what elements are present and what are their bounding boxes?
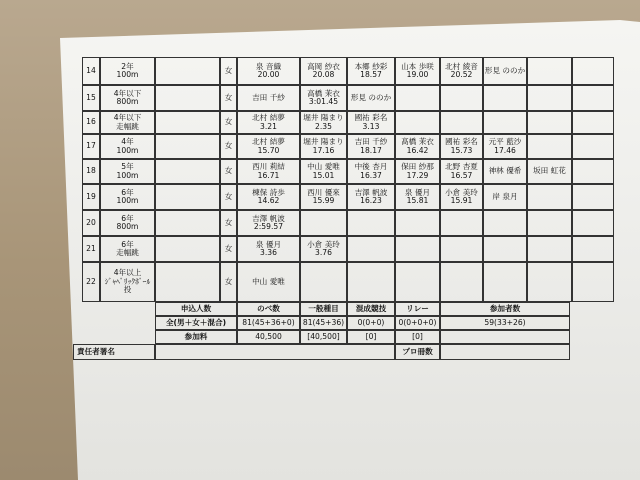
athlete-entry-text: 中山 愛唯 bbox=[252, 276, 285, 286]
relay-label bbox=[395, 302, 440, 316]
athlete-entry-text: 小倉 美玲 bbox=[445, 187, 478, 197]
athlete-entry-text: 國祐 彩名 bbox=[445, 137, 478, 146]
athlete-entry-text: 16.23 bbox=[360, 196, 382, 205]
sex-cell bbox=[220, 184, 237, 210]
fee-total-text: 40,500 bbox=[255, 331, 282, 341]
athlete-entry bbox=[440, 85, 483, 111]
fee-relay-text: [0] bbox=[412, 331, 423, 341]
athlete-entry bbox=[300, 111, 347, 134]
athlete-entry-text: 泉 優月 bbox=[255, 239, 282, 249]
athlete-entry-text: 北村 結夢 bbox=[252, 137, 285, 146]
athlete-entry bbox=[347, 111, 395, 134]
combined-label bbox=[347, 302, 395, 316]
event-name-text: 4年以下 bbox=[113, 88, 142, 98]
event-number-text: 21 bbox=[86, 243, 96, 253]
fee-relay bbox=[395, 330, 440, 344]
athlete-entry-text: 保田 紗那 bbox=[401, 162, 434, 171]
fee-blank bbox=[440, 330, 570, 344]
athlete-entry-text: 坂田 虹花 bbox=[533, 166, 566, 176]
event-name-text: 投 bbox=[123, 285, 132, 295]
event-number bbox=[82, 111, 100, 134]
all-label bbox=[155, 316, 237, 330]
athlete-entry-text: 3.36 bbox=[260, 248, 277, 257]
athlete-entry-text: 16.37 bbox=[360, 170, 382, 180]
relay-label-text: リレー bbox=[406, 303, 429, 313]
fee-combined-text: [0] bbox=[365, 331, 377, 341]
event-number-text: 16 bbox=[86, 117, 96, 127]
athlete-entry-text: 元平 藍沙 bbox=[488, 137, 522, 146]
athlete-entry bbox=[395, 134, 440, 159]
athlete-entry bbox=[572, 57, 614, 85]
athlete-entry bbox=[440, 57, 483, 85]
athlete-entry bbox=[237, 184, 300, 210]
athlete-entry bbox=[237, 111, 300, 134]
blank-cell bbox=[155, 159, 220, 184]
athlete-entry-text: 北村 綾音 bbox=[445, 61, 478, 71]
athlete-entry-text: 15.99 bbox=[312, 196, 335, 205]
combined-value bbox=[347, 316, 395, 330]
event-number bbox=[82, 262, 100, 302]
sex-cell-text: 女 bbox=[224, 166, 233, 176]
athlete-entry-text: 高岡 紗衣 bbox=[307, 61, 340, 71]
sex-cell bbox=[220, 159, 237, 184]
event-name-text: 800m bbox=[116, 97, 139, 106]
athlete-entry-text: 小倉 美玲 bbox=[307, 239, 340, 249]
responsible-label-text: 責任者署名 bbox=[77, 346, 115, 356]
sex-cell-text: 女 bbox=[224, 191, 233, 201]
athlete-entry-text: 18.17 bbox=[360, 145, 382, 155]
fee-general-text: [40,500] bbox=[307, 331, 340, 341]
event-name-text: 走幅跳 bbox=[116, 248, 139, 257]
athlete-entry bbox=[347, 134, 395, 159]
athlete-entry-text: 北野 杏夏 bbox=[445, 162, 478, 171]
program-label bbox=[395, 344, 440, 360]
athlete-entry-text: 岸 泉月 bbox=[492, 191, 518, 201]
event-name-text: 100m bbox=[116, 170, 139, 180]
event-name-text: 4年 bbox=[121, 137, 134, 146]
athlete-entry bbox=[395, 57, 440, 85]
participants-value-text: 59(33+26) bbox=[484, 317, 526, 327]
general-label-text: 一般種目 bbox=[308, 303, 339, 313]
athlete-entry-text: 15.70 bbox=[257, 145, 280, 155]
athlete-entry bbox=[483, 159, 527, 184]
athlete-entry bbox=[527, 57, 572, 85]
athlete-entry bbox=[483, 57, 527, 85]
athlete-entry-text: 神林 優希 bbox=[488, 166, 522, 176]
athlete-entry-text: 西川 優來 bbox=[307, 187, 340, 197]
athlete-entry-text: 16.71 bbox=[257, 170, 280, 180]
event-name bbox=[100, 159, 155, 184]
athlete-entry bbox=[483, 111, 527, 134]
sex-cell bbox=[220, 57, 237, 85]
event-number-text: 20 bbox=[86, 217, 96, 227]
relay-value bbox=[395, 316, 440, 330]
athlete-entry bbox=[395, 111, 440, 134]
athlete-entry bbox=[237, 210, 300, 236]
total-value bbox=[237, 316, 300, 330]
athlete-entry bbox=[395, 262, 440, 302]
athlete-entry bbox=[440, 184, 483, 210]
event-name-text: ｼﾞｬﾍﾞﾘｯｸﾎﾞｰﾙ bbox=[104, 276, 151, 286]
athlete-entry bbox=[237, 236, 300, 262]
athlete-entry-text: 本郷 紗彩 bbox=[354, 61, 388, 71]
event-number-text: 17 bbox=[86, 141, 96, 151]
athlete-entry bbox=[483, 184, 527, 210]
general-value-text: 81(45+36) bbox=[302, 317, 345, 327]
athlete-entry bbox=[527, 210, 572, 236]
athlete-entry bbox=[527, 159, 572, 184]
event-name bbox=[100, 262, 155, 302]
blank-cell bbox=[155, 184, 220, 210]
athlete-entry-text: 20.52 bbox=[450, 70, 473, 79]
sex-cell-text: 女 bbox=[224, 92, 233, 102]
general-label bbox=[300, 302, 347, 316]
athlete-entry-text: 棟保 詩歩 bbox=[252, 187, 285, 197]
athlete-entry bbox=[527, 184, 572, 210]
athlete-entry bbox=[440, 236, 483, 262]
event-name bbox=[100, 85, 155, 111]
athlete-entry bbox=[572, 134, 614, 159]
athlete-entry bbox=[300, 85, 347, 111]
blank-cell bbox=[155, 57, 220, 85]
program-label-text: プロ冊数 bbox=[402, 346, 433, 356]
athlete-entry bbox=[300, 184, 347, 210]
athlete-entry bbox=[300, 236, 347, 262]
athlete-entry-text: 15.73 bbox=[450, 145, 473, 155]
athlete-entry-text: 2:59.57 bbox=[253, 222, 284, 231]
event-name-text: 800m bbox=[116, 222, 139, 231]
event-name-text: 100m bbox=[116, 196, 139, 205]
athlete-entry bbox=[347, 236, 395, 262]
event-number bbox=[82, 184, 100, 210]
athlete-entry bbox=[347, 159, 395, 184]
athlete-entry-text: 19.00 bbox=[406, 70, 429, 79]
athlete-entry bbox=[237, 134, 300, 159]
combined-label-text: 混成競技 bbox=[355, 303, 387, 313]
event-name-text: 6年 bbox=[121, 187, 134, 197]
event-number bbox=[82, 210, 100, 236]
blank-cell bbox=[155, 85, 220, 111]
program-blank bbox=[440, 344, 570, 360]
event-name-text: 4年以下 bbox=[113, 113, 142, 122]
athlete-entry-text: 吉澤 帆波 bbox=[252, 213, 285, 223]
sex-cell-text: 女 bbox=[224, 276, 233, 286]
sex-cell bbox=[220, 210, 237, 236]
sex-cell bbox=[220, 236, 237, 262]
total-value-text: 81(45+36+0) bbox=[242, 317, 295, 327]
athlete-entry bbox=[440, 134, 483, 159]
athlete-entry-text: 17.16 bbox=[312, 145, 335, 155]
fee-general bbox=[300, 330, 347, 344]
event-number bbox=[82, 159, 100, 184]
athlete-entry bbox=[440, 210, 483, 236]
athlete-entry-text: 3.21 bbox=[260, 121, 277, 131]
athlete-entry-text: 吉田 千紗 bbox=[252, 92, 285, 102]
sex-cell-text: 女 bbox=[224, 243, 233, 253]
athlete-entry-text: 15.81 bbox=[406, 196, 429, 205]
athlete-entry bbox=[440, 111, 483, 134]
event-name bbox=[100, 236, 155, 262]
event-name-text: 100m bbox=[116, 70, 139, 79]
event-number bbox=[82, 236, 100, 262]
athlete-entry bbox=[483, 262, 527, 302]
athlete-entry bbox=[237, 262, 300, 302]
athlete-entry-text: 17.29 bbox=[406, 170, 429, 180]
athlete-entry bbox=[395, 236, 440, 262]
event-name-text: 100m bbox=[116, 145, 139, 155]
athlete-entry bbox=[572, 111, 614, 134]
athlete-entry-text: 山本 歩咲 bbox=[401, 61, 434, 71]
athlete-entry-text: 3:01.45 bbox=[308, 97, 339, 106]
athlete-entry bbox=[572, 210, 614, 236]
athlete-entry-text: 16.57 bbox=[450, 170, 473, 180]
sex-cell-text: 女 bbox=[224, 141, 233, 151]
fee-total bbox=[237, 330, 300, 344]
athlete-entry bbox=[347, 184, 395, 210]
athlete-entry bbox=[300, 134, 347, 159]
athlete-entry-text: 吉田 千紗 bbox=[354, 137, 388, 146]
fee-label bbox=[155, 330, 237, 344]
athlete-entry-text: 形見 ののか bbox=[350, 92, 392, 102]
participants-value bbox=[440, 316, 570, 330]
athlete-entry bbox=[527, 134, 572, 159]
athlete-entry-text: 吉澤 帆波 bbox=[354, 187, 388, 197]
responsible-label bbox=[73, 344, 155, 360]
athlete-entry-text: 堀井 陽まり bbox=[303, 113, 344, 122]
participants-label-text: 参加者数 bbox=[489, 303, 521, 313]
event-name bbox=[100, 210, 155, 236]
athlete-entry-text: 3.13 bbox=[362, 121, 380, 131]
blank-cell bbox=[155, 210, 220, 236]
athlete-entry-text: 15.91 bbox=[450, 196, 473, 205]
athlete-entry bbox=[572, 236, 614, 262]
event-name bbox=[100, 134, 155, 159]
participants-label bbox=[440, 302, 570, 316]
athlete-entry-text: 15.01 bbox=[312, 170, 335, 180]
athlete-entry-text: 20.08 bbox=[312, 70, 335, 79]
blank-cell bbox=[155, 134, 220, 159]
all-label-text: 全(男＋女＋混合) bbox=[165, 317, 227, 327]
event-number bbox=[82, 134, 100, 159]
athlete-entry-text: 泉 優月 bbox=[404, 187, 431, 197]
athlete-entry bbox=[300, 57, 347, 85]
event-number-text: 15 bbox=[86, 92, 96, 102]
athlete-entry bbox=[395, 159, 440, 184]
athlete-entry bbox=[483, 134, 527, 159]
athlete-entry bbox=[527, 85, 572, 111]
athlete-entry-text: 2.35 bbox=[315, 121, 332, 131]
athlete-entry bbox=[300, 262, 347, 302]
event-name-text: 5年 bbox=[121, 162, 134, 171]
athlete-entry-text: 18.57 bbox=[360, 70, 382, 79]
sex-cell bbox=[220, 111, 237, 134]
fee-combined bbox=[347, 330, 395, 344]
athlete-entry bbox=[237, 85, 300, 111]
athlete-entry bbox=[527, 262, 572, 302]
athlete-entry-text: 14.62 bbox=[257, 196, 280, 205]
athlete-entry-text: 泉 音織 bbox=[255, 61, 282, 71]
applicants-label bbox=[155, 302, 237, 316]
event-number-text: 19 bbox=[86, 191, 96, 201]
athlete-entry bbox=[395, 184, 440, 210]
event-name bbox=[100, 184, 155, 210]
event-number-text: 22 bbox=[86, 276, 96, 286]
athlete-entry bbox=[483, 236, 527, 262]
athlete-entry bbox=[395, 210, 440, 236]
athlete-entry-text: 中山 愛唯 bbox=[307, 162, 340, 171]
athlete-entry bbox=[395, 85, 440, 111]
blank-cell bbox=[155, 236, 220, 262]
event-number-text: 14 bbox=[86, 65, 96, 75]
applicants-label-text: 申込人数 bbox=[180, 303, 212, 313]
athlete-entry bbox=[572, 85, 614, 111]
athlete-entry-text: 國祐 彩名 bbox=[354, 113, 388, 122]
athlete-entry-text: 3.76 bbox=[315, 248, 332, 257]
signature-box bbox=[155, 344, 395, 360]
event-number bbox=[82, 57, 100, 85]
athlete-entry bbox=[527, 236, 572, 262]
event-name-text: 4年以上 bbox=[113, 268, 142, 278]
athlete-entry bbox=[572, 159, 614, 184]
blank-cell bbox=[155, 262, 220, 302]
event-name-text: 走幅跳 bbox=[116, 121, 139, 131]
athlete-entry-text: 16.42 bbox=[406, 145, 429, 155]
athlete-entry-text: 高橋 茉衣 bbox=[307, 88, 340, 98]
athlete-entry-text: 17.46 bbox=[494, 145, 516, 155]
sex-cell bbox=[220, 262, 237, 302]
athlete-entry-text: 20.00 bbox=[257, 70, 280, 79]
athlete-entry bbox=[300, 159, 347, 184]
athlete-entry bbox=[527, 111, 572, 134]
athlete-entry bbox=[300, 210, 347, 236]
relay-value-text: 0(0+0+0) bbox=[398, 317, 437, 327]
total-label-text: のべ数 bbox=[257, 303, 280, 313]
sex-cell bbox=[220, 134, 237, 159]
blank-cell bbox=[155, 111, 220, 134]
athlete-entry bbox=[440, 262, 483, 302]
sex-cell-text: 女 bbox=[224, 117, 233, 127]
athlete-entry bbox=[347, 262, 395, 302]
athlete-entry bbox=[237, 57, 300, 85]
athlete-entry-text: 堀井 陽まり bbox=[303, 137, 344, 146]
athlete-entry bbox=[483, 85, 527, 111]
event-number bbox=[82, 85, 100, 111]
event-name-text: 6年 bbox=[121, 213, 134, 223]
athlete-entry-text: 髙橋 茉衣 bbox=[401, 137, 434, 146]
athlete-entry bbox=[237, 159, 300, 184]
athlete-entry bbox=[347, 210, 395, 236]
event-name-text: 2年 bbox=[121, 61, 134, 71]
athlete-entry bbox=[572, 262, 614, 302]
event-name-text: 6年 bbox=[121, 239, 134, 249]
fee-label-text: 参加料 bbox=[184, 331, 208, 341]
athlete-entry-text: 西川 莉結 bbox=[252, 162, 285, 171]
athlete-entry-text: 形見 ののか bbox=[484, 65, 526, 75]
athlete-entry bbox=[347, 57, 395, 85]
athlete-entry bbox=[572, 184, 614, 210]
event-name bbox=[100, 57, 155, 85]
sex-cell bbox=[220, 85, 237, 111]
event-number-text: 18 bbox=[86, 166, 96, 176]
athlete-entry bbox=[483, 210, 527, 236]
athlete-entry-text: 北村 結夢 bbox=[252, 113, 285, 122]
general-value bbox=[300, 316, 347, 330]
athlete-entry bbox=[440, 159, 483, 184]
event-name bbox=[100, 111, 155, 134]
athlete-entry bbox=[347, 85, 395, 111]
sex-cell-text: 女 bbox=[224, 217, 233, 227]
sex-cell-text: 女 bbox=[224, 65, 233, 75]
combined-value-text: 0(0+0) bbox=[357, 317, 385, 327]
total-label bbox=[237, 302, 300, 316]
athlete-entry-text: 中後 杏月 bbox=[354, 162, 388, 171]
